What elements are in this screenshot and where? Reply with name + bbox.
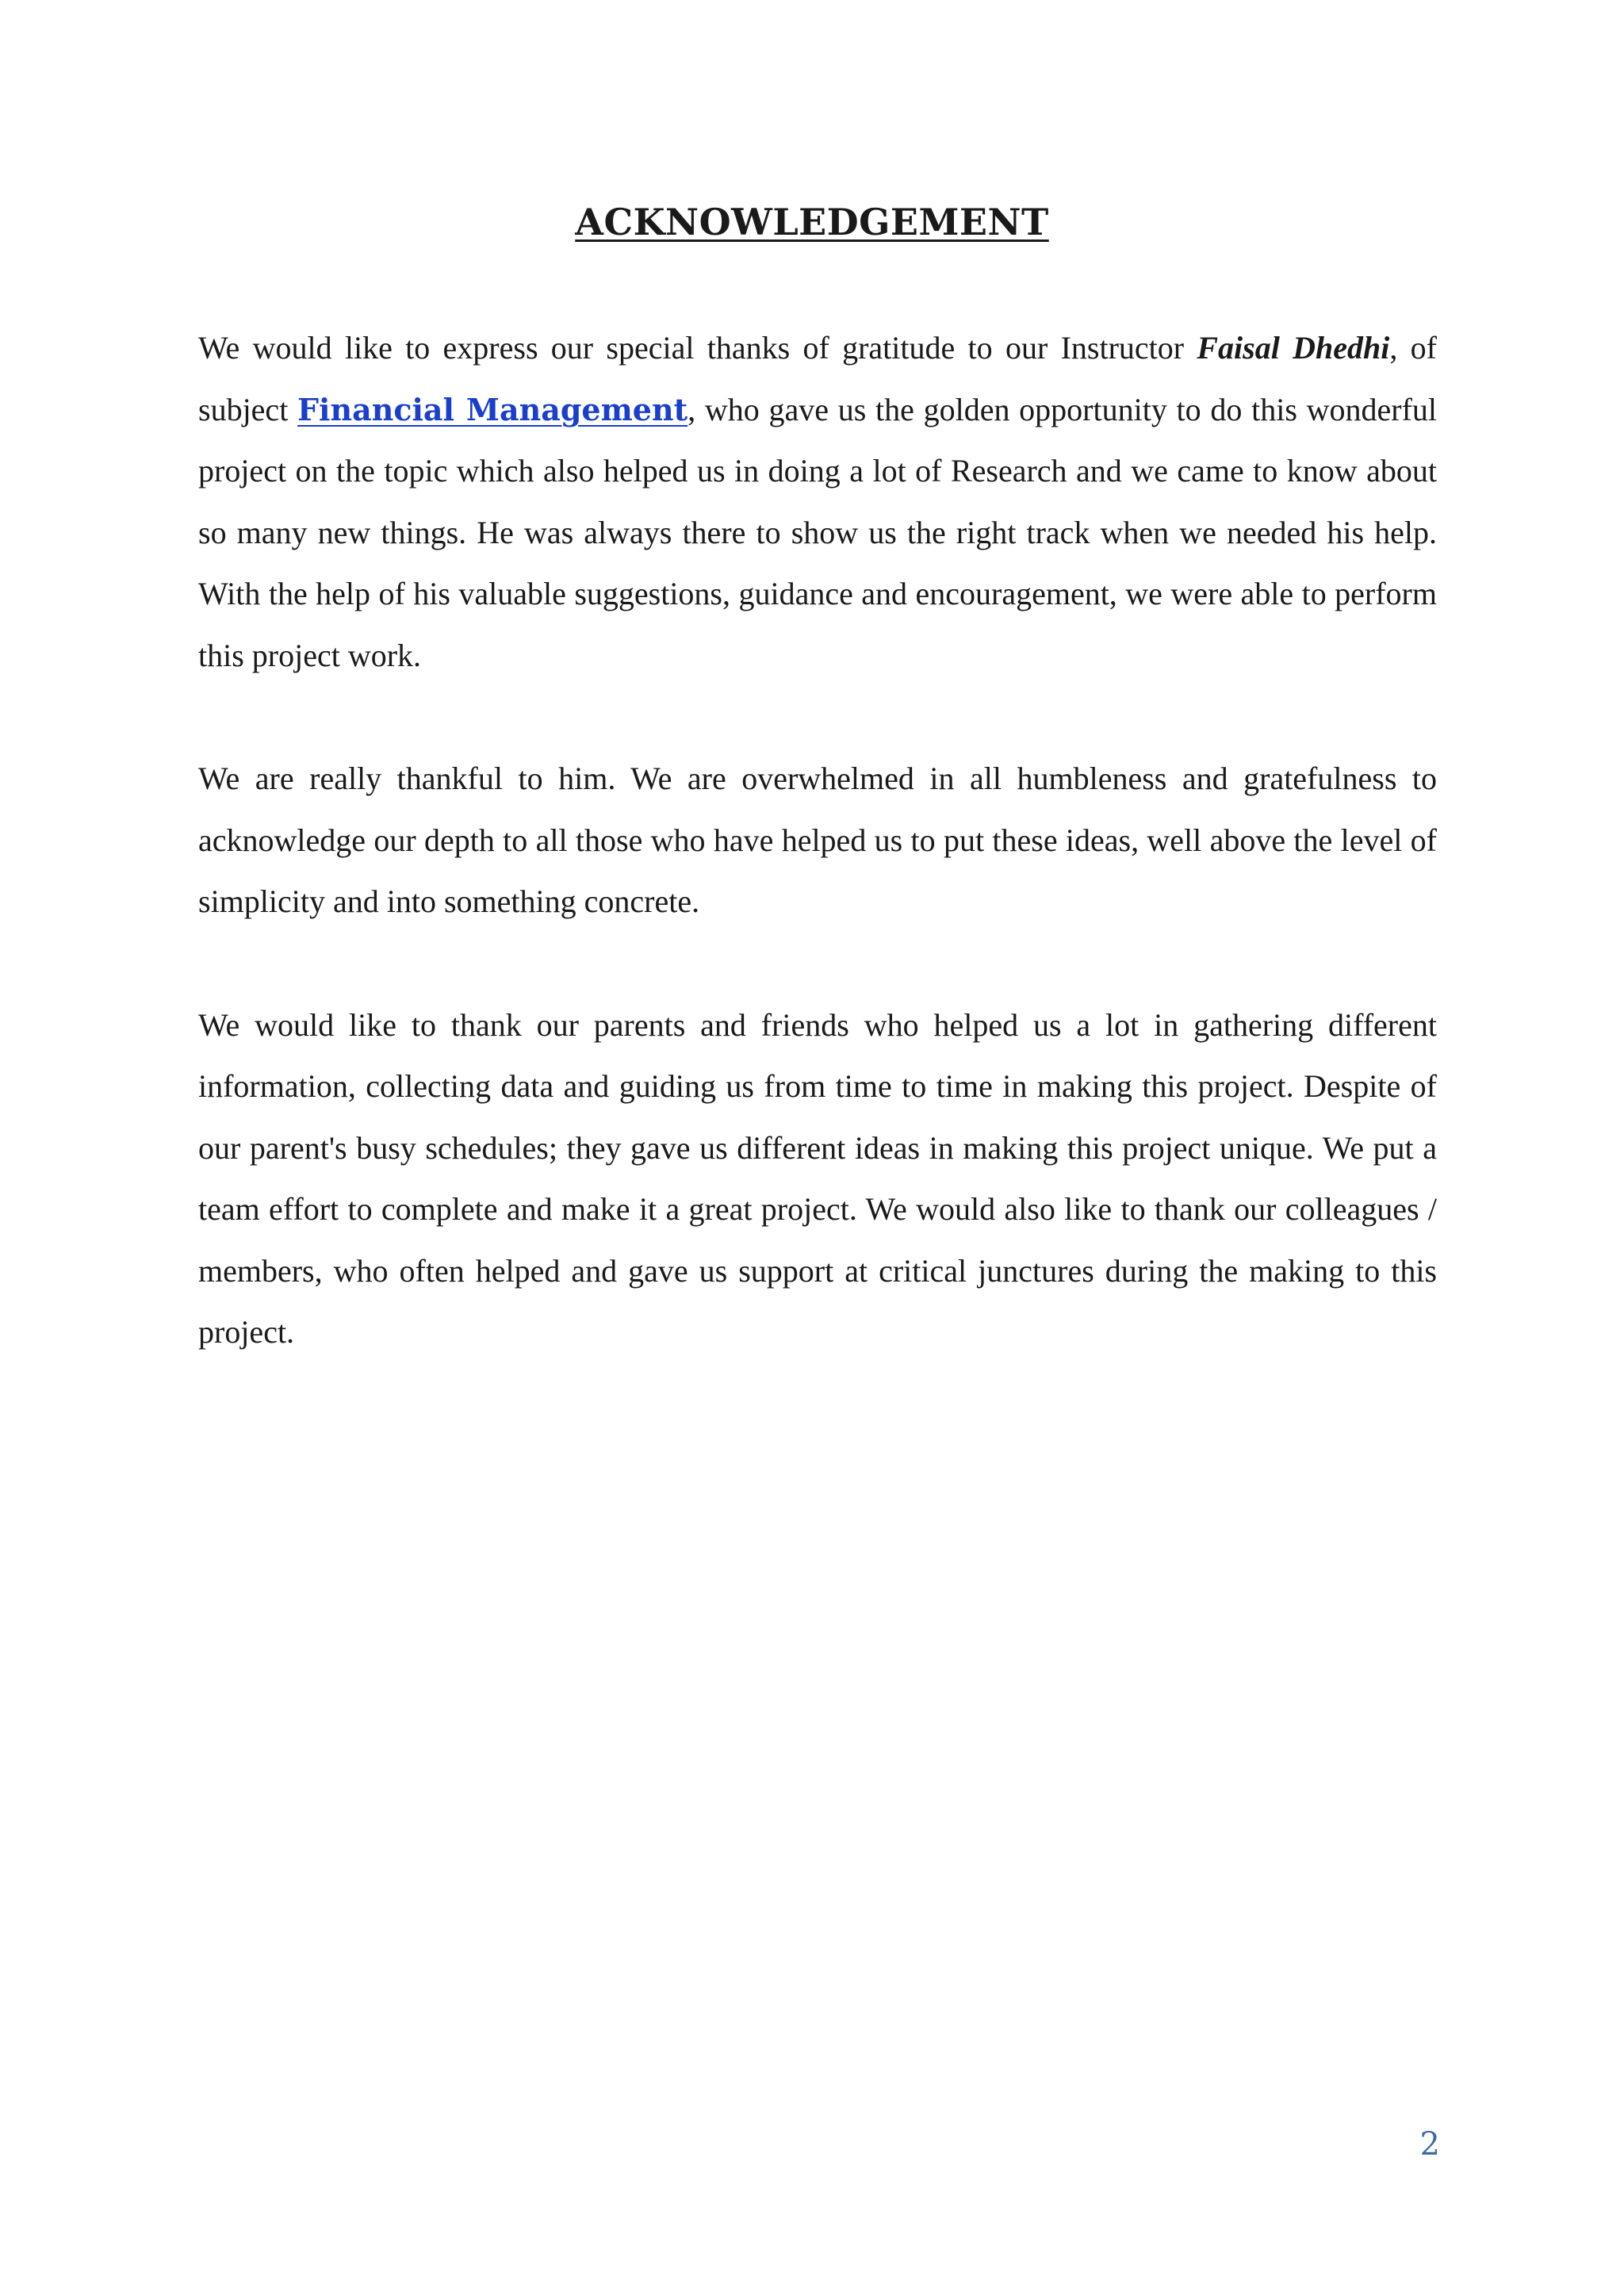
paragraph1-lead-text: We would like to express our special thanks of gratitude to our Instructor bbox=[198, 330, 1197, 366]
paragraph-parents-friends: We would like to thank our parents and friends who helped us a lot in gathering different information, collecting data and guiding us from time to time in making this project. Despite of our parent's busy schedules; they gave us different ideas in making this project unique. We put a team effort to complete and make it a great project. We would also like to thank our colleagues / members, who often helped and gave us support at critical junctures during the making to this project. bbox=[198, 1006, 1437, 1350]
subject-link[interactable]: Financial Management bbox=[297, 391, 688, 427]
instructor-name: Faisal Dhedhi bbox=[1197, 330, 1390, 366]
paragraph1-rest-text: , who gave us the golden opportunity to do this wonderful project on the topic which also helped us in doing a lot of Research and we came to know about so many new things. He was always there to show us the right track when we needed his help. With the help of his valuable suggestions, guidance and encouragement, we were able to perform this project work. bbox=[198, 391, 1437, 673]
paragraph1-subject-intro: , of subject bbox=[198, 330, 1438, 427]
page-title-text: ACKNOWLEDGEMENT bbox=[575, 201, 1049, 243]
document-body bbox=[198, 317, 1437, 1363]
page-number: 2 bbox=[1419, 2126, 1440, 2163]
paragraph-thankful: We are really thankful to him. We are overwhelmed in all humbleness and gratefulness to acknowledge our depth to all those who have helped us to put these ideas, well above the level of simplicity and into something concrete. bbox=[198, 761, 1437, 919]
page-title bbox=[0, 197, 1624, 247]
paragraph-gratitude-instructor bbox=[198, 317, 1437, 686]
